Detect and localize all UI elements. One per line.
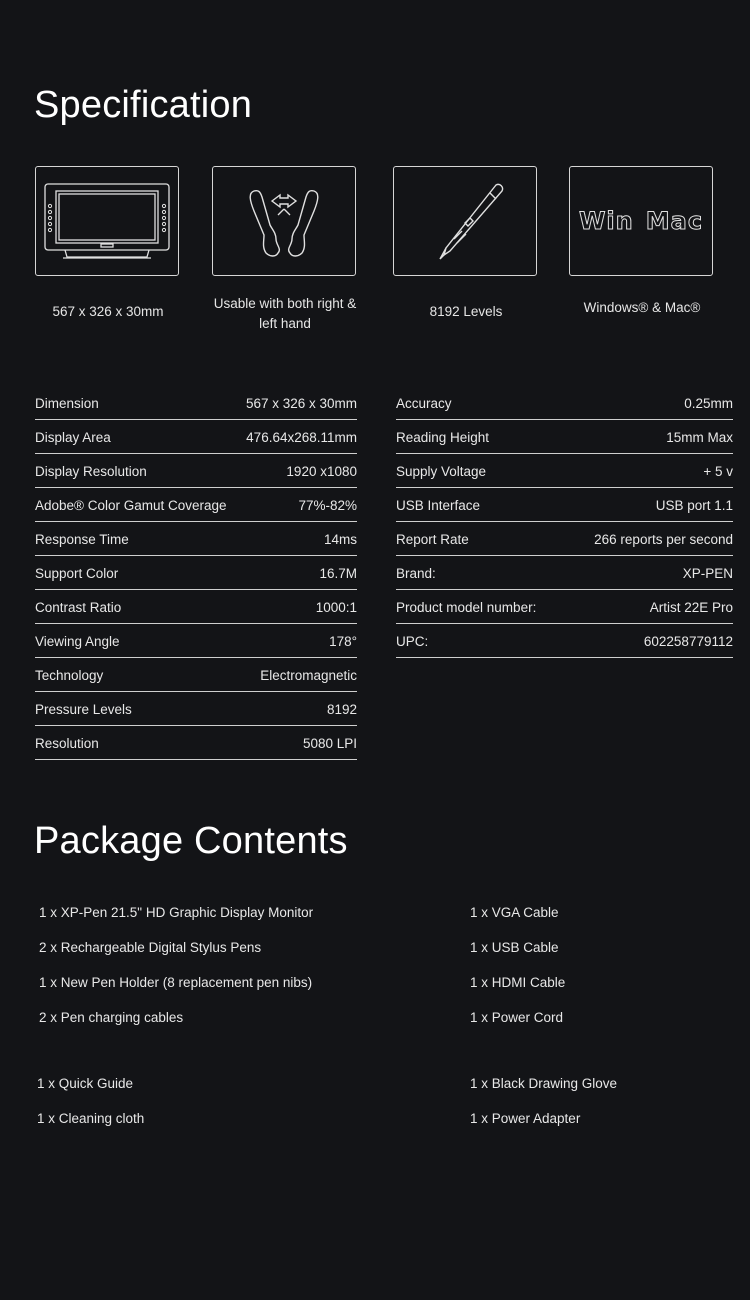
spec-row: [35, 692, 357, 726]
package-item: 1 x Power Cord: [470, 1010, 564, 1025]
spec-value: 476.64x268.11mm: [246, 430, 357, 445]
spec-label: Response Time: [35, 532, 129, 547]
spec-label: Reading Height: [396, 430, 490, 445]
package-item: 1 x Quick Guide: [37, 1076, 134, 1091]
spec-table-right: [396, 386, 733, 658]
feature-caption: Usable with both right & left hand: [213, 296, 357, 331]
spec-title: Specification: [34, 84, 253, 126]
spec-label: Viewing Angle: [35, 634, 120, 649]
package-item: 1 x HDMI Cable: [470, 975, 566, 990]
feature-dimension: [35, 166, 181, 322]
spec-row: [396, 624, 733, 658]
spec-value: Electromagnetic: [260, 668, 357, 683]
spec-value: XP-PEN: [682, 566, 733, 581]
package-item: 1 x USB Cable: [470, 940, 559, 955]
package-item: 1 x XP-Pen 21.5" HD Graphic Display Monitor: [39, 905, 314, 920]
spec-label: Dimension: [35, 396, 99, 411]
feature-caption: Windows® & Mac®: [583, 300, 701, 315]
both-hands-icon: [212, 166, 356, 276]
mac-text: Mac: [645, 207, 704, 235]
spec-label: Support Color: [35, 566, 119, 581]
spec-row: [35, 522, 357, 556]
display-monitor-icon: [35, 166, 179, 276]
spec-row: [35, 658, 357, 692]
win-text: Win: [578, 207, 634, 235]
spec-label: Display Resolution: [35, 464, 147, 479]
stylus-pen-icon: [393, 166, 537, 276]
spec-value: 602258779112: [643, 634, 733, 649]
feature-caption: 567 x 326 x 30mm: [52, 304, 164, 319]
spec-row: [396, 522, 733, 556]
spec-value: 1920 x1080: [286, 464, 357, 479]
package-item: 1 x Black Drawing Glove: [470, 1076, 618, 1091]
feature-pressure: [393, 166, 539, 322]
spec-label: Contrast Ratio: [35, 600, 122, 615]
feature-row: [35, 166, 715, 346]
spec-row: [396, 420, 733, 454]
spec-row: [35, 454, 357, 488]
spec-row: [35, 488, 357, 522]
spec-row: [396, 454, 733, 488]
feature-hands: [212, 166, 358, 334]
package-item: 1 x VGA Cable: [470, 905, 559, 920]
feature-os: [569, 166, 715, 318]
spec-value: Artist 22E Pro: [649, 600, 733, 615]
spec-label: Display Area: [35, 430, 111, 445]
spec-label: Product model number:: [396, 600, 537, 615]
feature-caption: 8192 Levels: [429, 304, 503, 319]
spec-row: [35, 590, 357, 624]
spec-label: Adobe® Color Gamut Coverage: [35, 498, 227, 513]
spec-row: [396, 386, 733, 420]
spec-value: 0.25mm: [684, 396, 733, 411]
package-list-left: [39, 900, 313, 1141]
spec-label: Accuracy: [396, 396, 452, 411]
spec-label: Report Rate: [396, 532, 469, 547]
spec-value: 16.7M: [319, 566, 357, 581]
spec-row: [35, 556, 357, 590]
spec-label: Resolution: [35, 736, 99, 751]
spec-label: UPC:: [396, 634, 429, 649]
spec-label: Supply Voltage: [396, 464, 487, 479]
package-list-right: [470, 900, 617, 1141]
package-item: 1 x Cleaning cloth: [37, 1111, 145, 1126]
spec-row: [35, 726, 357, 760]
spec-value: 15mm Max: [666, 430, 733, 445]
spec-table-left: [35, 386, 357, 760]
spec-label: Brand:: [396, 566, 436, 581]
spec-value: 5080 LPI: [302, 736, 357, 751]
win-mac-icon: [569, 166, 713, 276]
spec-value: 266 reports per second: [594, 532, 733, 547]
package-item: 1 x Power Adapter: [470, 1111, 581, 1126]
spec-row: [396, 590, 733, 624]
package-item: 2 x Pen charging cables: [39, 1010, 184, 1025]
spec-value: 77%-82%: [298, 498, 357, 513]
spec-row: [396, 556, 733, 590]
spec-value: + 5 v: [703, 464, 733, 479]
spec-value: 567 x 326 x 30mm: [245, 396, 357, 411]
spec-row: [35, 420, 357, 454]
spec-value: 1000:1: [315, 600, 357, 615]
spec-row: [35, 624, 357, 658]
package-item: 1 x New Pen Holder (8 replacement pen nibs): [39, 975, 313, 990]
spec-value: USB port 1.1: [655, 498, 733, 513]
package-title: Package Contents: [34, 820, 348, 862]
spec-row: [396, 488, 733, 522]
spec-label: Pressure Levels: [35, 702, 132, 717]
spec-value: 178°: [329, 634, 357, 649]
package-item: 2 x Rechargeable Digital Stylus Pens: [39, 940, 262, 955]
spec-row: [35, 386, 357, 420]
spec-value: 8192: [326, 702, 357, 717]
spec-value: 14ms: [323, 532, 357, 547]
spec-label: Technology: [35, 668, 104, 683]
spec-label: USB Interface: [396, 498, 481, 513]
